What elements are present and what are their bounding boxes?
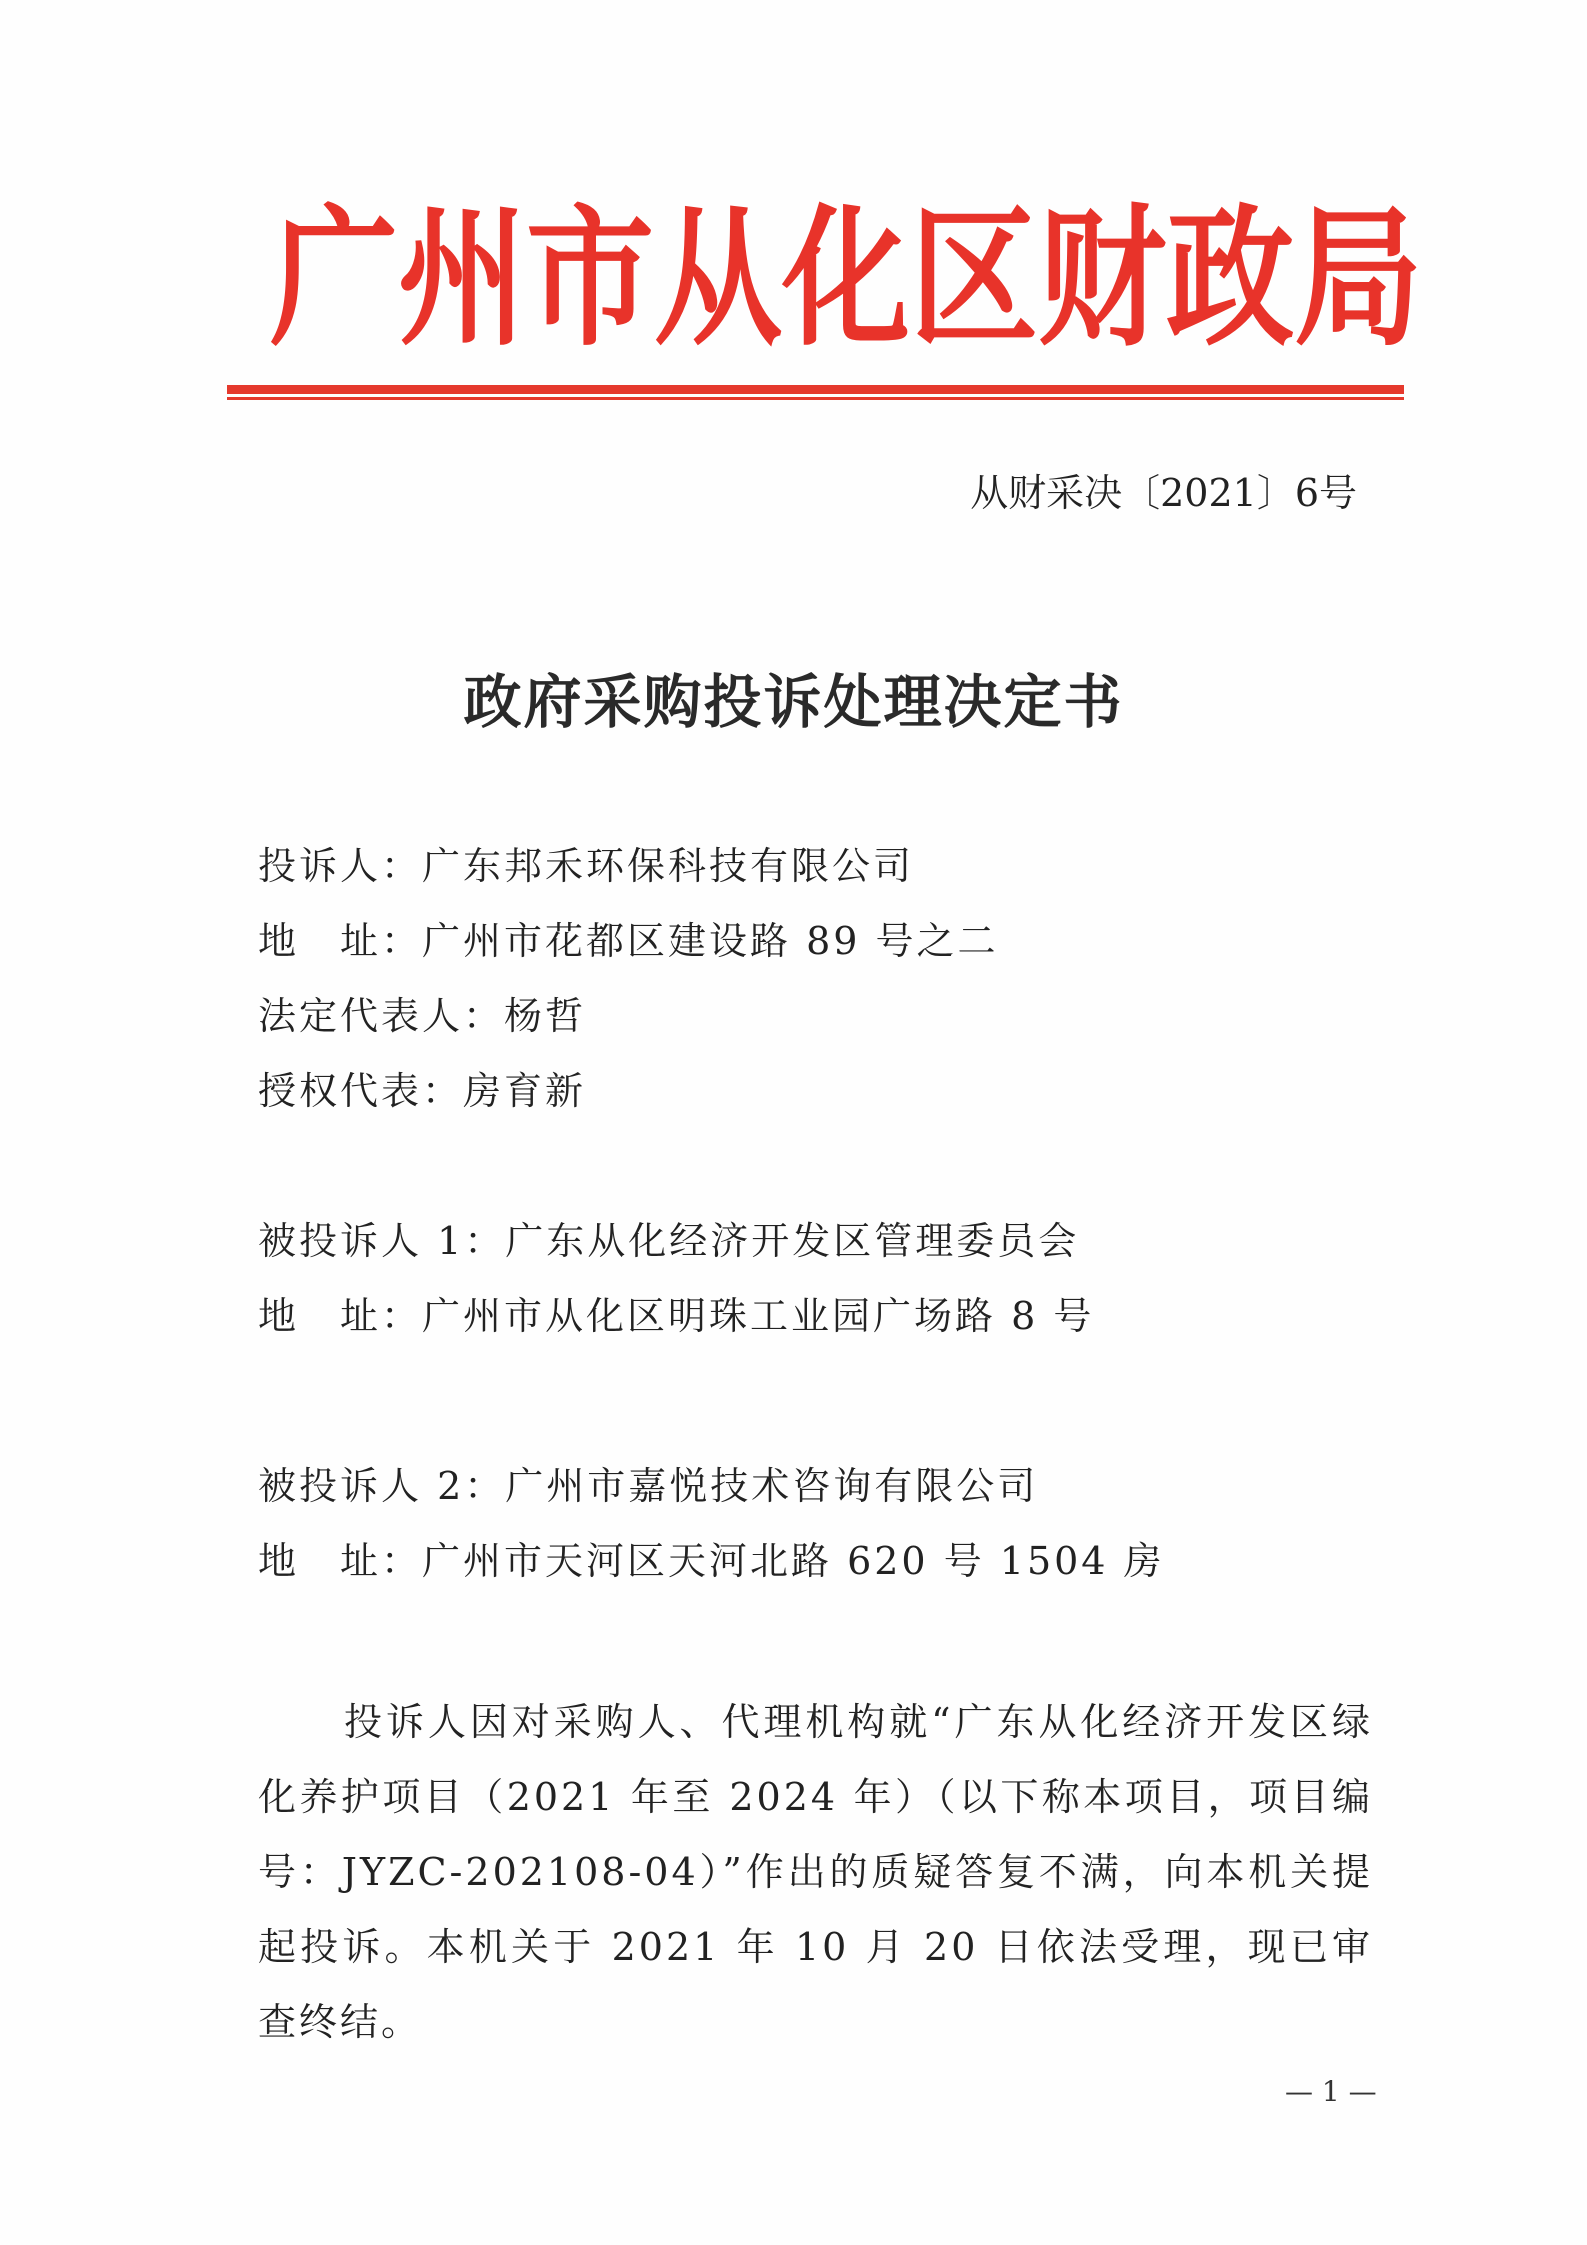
respondent-2-name: 被投诉人 2：广州市嘉悦技术咨询有限公司 bbox=[258, 1464, 1039, 1508]
page-number: — 1 — bbox=[1285, 2075, 1377, 2108]
complainant-legal-rep: 法定代表人：杨哲 bbox=[258, 994, 587, 1038]
masthead-char: 从 bbox=[654, 191, 783, 368]
masthead-char: 化 bbox=[782, 191, 911, 368]
masthead-divider-thin bbox=[227, 397, 1404, 400]
masthead-char: 州 bbox=[398, 191, 527, 368]
masthead-char: 广 bbox=[270, 191, 399, 368]
complainant-name: 投诉人：广东邦禾环保科技有限公司 bbox=[258, 844, 915, 888]
masthead-char: 财 bbox=[1038, 191, 1167, 368]
complainant-authorized-rep: 授权代表：房育新 bbox=[258, 1069, 587, 1113]
masthead-divider-thick bbox=[227, 385, 1404, 394]
body-paragraph: 投诉人因对采购人、代理机构就“广东从化经济开发区绿化养护项目（2021 年至 2024 年）（以下称本项目，项目编号：JYZC-202108-04）”作出的质疑答复不满，向本机关提起投诉。本机关于 2021 年 10 月 20 日依法受理，现已审查终结。 bbox=[258, 1700, 1373, 2044]
document-title: 政府采购投诉处理决定书 bbox=[463, 668, 1124, 736]
masthead-char: 政 bbox=[1166, 191, 1295, 368]
masthead-char: 市 bbox=[526, 191, 655, 368]
masthead-char: 局 bbox=[1294, 191, 1423, 368]
document-number: 从财采决〔2021〕6号 bbox=[970, 471, 1357, 515]
complainant-address: 地 址：广州市花都区建设路 89 号之二 bbox=[258, 919, 999, 963]
masthead-char: 区 bbox=[910, 191, 1039, 368]
masthead-org-name bbox=[270, 180, 1423, 381]
respondent-1-name: 被投诉人 1：广东从化经济开发区管理委员会 bbox=[258, 1219, 1080, 1263]
respondent-1-address: 地 址：广州市从化区明珠工业园广场路 8 号 bbox=[258, 1294, 1095, 1338]
respondent-2-address: 地 址：广州市天河区天河北路 620 号 1504 房 bbox=[258, 1539, 1165, 1583]
